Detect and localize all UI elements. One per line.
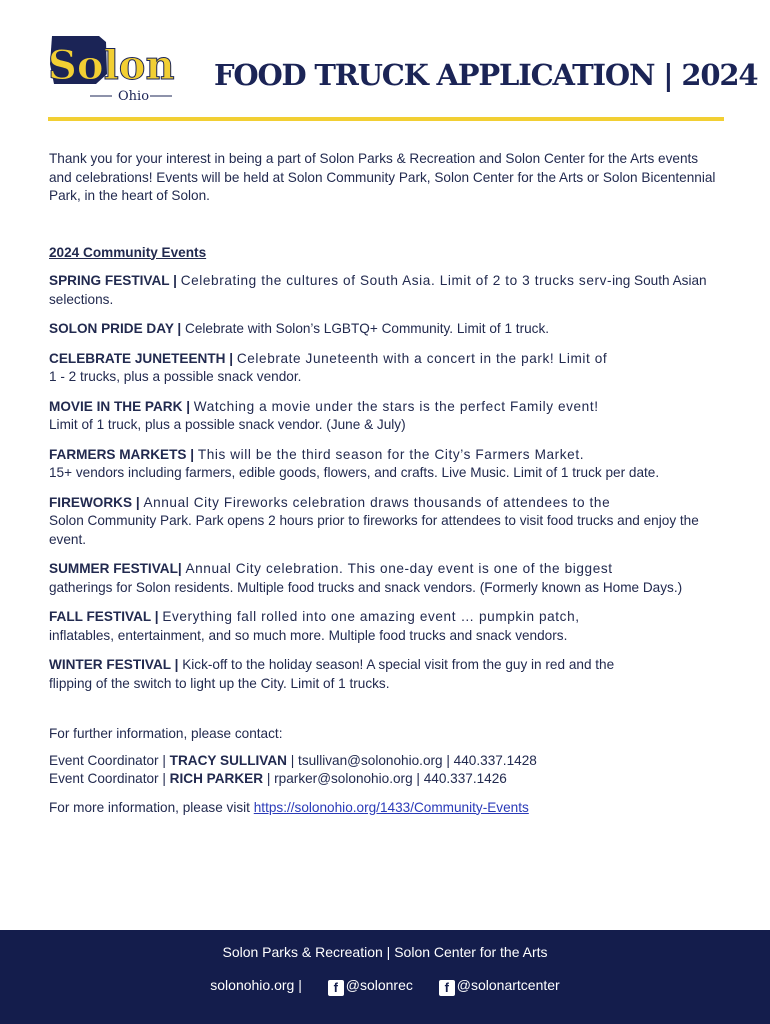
- event-name: FIREWORKS |: [49, 494, 144, 510]
- events-heading: 2024 Community Events: [49, 244, 207, 260]
- event-description-cont: Limit of 1 truck, plus a possible snack vendor. (June & July): [49, 417, 406, 432]
- event-winter-festival: [49, 656, 719, 693]
- event-description-cont: 15+ vendors including farmers, edible goods, flowers, and crafts. Live Music. Limit of 1 truck per date.: [49, 465, 660, 480]
- event-name: MOVIE IN THE PARK |: [49, 398, 194, 414]
- event-name: SPRING FESTIVAL |: [49, 273, 181, 288]
- svg-text:Solon: Solon: [48, 42, 175, 89]
- footer-social-solonrec[interactable]: @solonrec: [345, 977, 413, 993]
- page-title: FOOD TRUCK APPLICATION | 2024: [214, 58, 758, 92]
- event-description: Celebrate Juneteenth with a concert in the park! Limit of: [236, 350, 608, 366]
- event-pride-day: [49, 320, 719, 339]
- event-description: Annual City Fireworks celebration draws thousands of attendees to the: [143, 494, 611, 510]
- event-name: SOLON PRIDE DAY |: [49, 321, 185, 336]
- main-content: [49, 150, 719, 817]
- footer-social-solonartcenter[interactable]: @solonartcenter: [456, 977, 560, 993]
- footer-social-line: [0, 977, 770, 996]
- facebook-icon: f: [439, 980, 455, 996]
- event-name: WINTER FESTIVAL |: [49, 657, 183, 672]
- intro-paragraph: Thank you for your interest in being a part of Solon Parks & Recreation and Solon Center for the Arts events and celebrations! Events will be held at Solon Community Park, Solon Center for the Arts or Solon Bicentennial Park, in the heart of Solon.: [49, 151, 716, 203]
- contact-row: [49, 752, 719, 771]
- contact-details: | rparker@solonohio.org | 440.337.1426: [263, 771, 507, 786]
- contact-role: Event Coordinator |: [49, 771, 170, 786]
- contact-name: RICH PARKER: [169, 771, 264, 786]
- event-description-cont: 1 - 2 trucks, plus a possible snack vendor.: [49, 369, 302, 384]
- events-list: [49, 272, 719, 693]
- facebook-icon: f: [328, 980, 344, 996]
- event-fall-festival: [49, 608, 719, 645]
- event-description-cont: flipping of the switch to light up the City. Limit of 1 trucks.: [49, 675, 390, 691]
- event-description-cont: gatherings for Solon residents. Multiple food trucks and snack vendors. (Formerly known as Home Days.): [49, 579, 683, 595]
- event-summer-festival: [49, 560, 719, 597]
- event-description: Annual City celebration. This one-day event is one of the biggest: [185, 561, 613, 576]
- event-description: Kick-off to the holiday season! A special visit from the guy in red and the: [182, 657, 615, 672]
- page-header: [0, 0, 770, 125]
- contact-intro: For further information, please contact:: [49, 726, 283, 741]
- contact-row: [49, 770, 719, 789]
- contact-details: | tsullivan@solonohio.org | 440.337.1428: [286, 752, 537, 768]
- event-description-cont: ing South Asian selections.: [49, 273, 707, 307]
- footer-website[interactable]: solonohio.org |: [210, 977, 302, 993]
- event-farmers-markets: [49, 446, 719, 483]
- event-spring-festival: [49, 272, 719, 309]
- event-movie-in-the-park: [49, 398, 719, 435]
- contact-name: TRACY SULLIVAN: [169, 752, 287, 768]
- more-info-line: [49, 799, 719, 818]
- event-description: Celebrate with Solon’s LGBTQ+ Community. Limit of 1 truck.: [185, 321, 550, 336]
- event-name: CELEBRATE JUNETEENTH |: [49, 350, 237, 366]
- event-fireworks: [49, 494, 719, 550]
- more-info-text: For more information, please visit: [49, 799, 254, 815]
- event-description: This will be the third season for the City’s Farmers Market.: [197, 446, 585, 462]
- event-description-cont: inflatables, entertainment, and so much more. Multiple food trucks and snack vendors.: [49, 627, 568, 643]
- footer-organizations: Solon Parks & Recreation | Solon Center for the Arts: [222, 944, 548, 960]
- page-footer: [0, 930, 770, 1024]
- contact-role: Event Coordinator |: [49, 752, 170, 768]
- solon-ohio-logo: [44, 34, 194, 104]
- svg-text:Ohio: Ohio: [118, 89, 150, 104]
- event-description-cont: Solon Community Park. Park opens 2 hours prior to fireworks for attendees to visit food trucks and enjoy the event.: [49, 513, 699, 547]
- event-name: FALL FESTIVAL |: [49, 609, 163, 624]
- event-juneteenth: [49, 350, 719, 387]
- community-events-link[interactable]: https://solonohio.org/1433/Community-Events: [253, 799, 529, 815]
- event-description: Everything fall rolled into one amazing event … pumpkin patch,: [162, 609, 580, 624]
- event-description: Watching a movie under the stars is the perfect Family event!: [193, 398, 599, 414]
- contact-section: [49, 725, 719, 817]
- header-divider: [48, 117, 724, 121]
- event-name: SUMMER FESTIVAL|: [49, 561, 186, 576]
- event-description: Celebrating the cultures of South Asia. Limit of 2 to 3 trucks serv-: [180, 273, 613, 288]
- event-name: FARMERS MARKETS |: [49, 446, 198, 462]
